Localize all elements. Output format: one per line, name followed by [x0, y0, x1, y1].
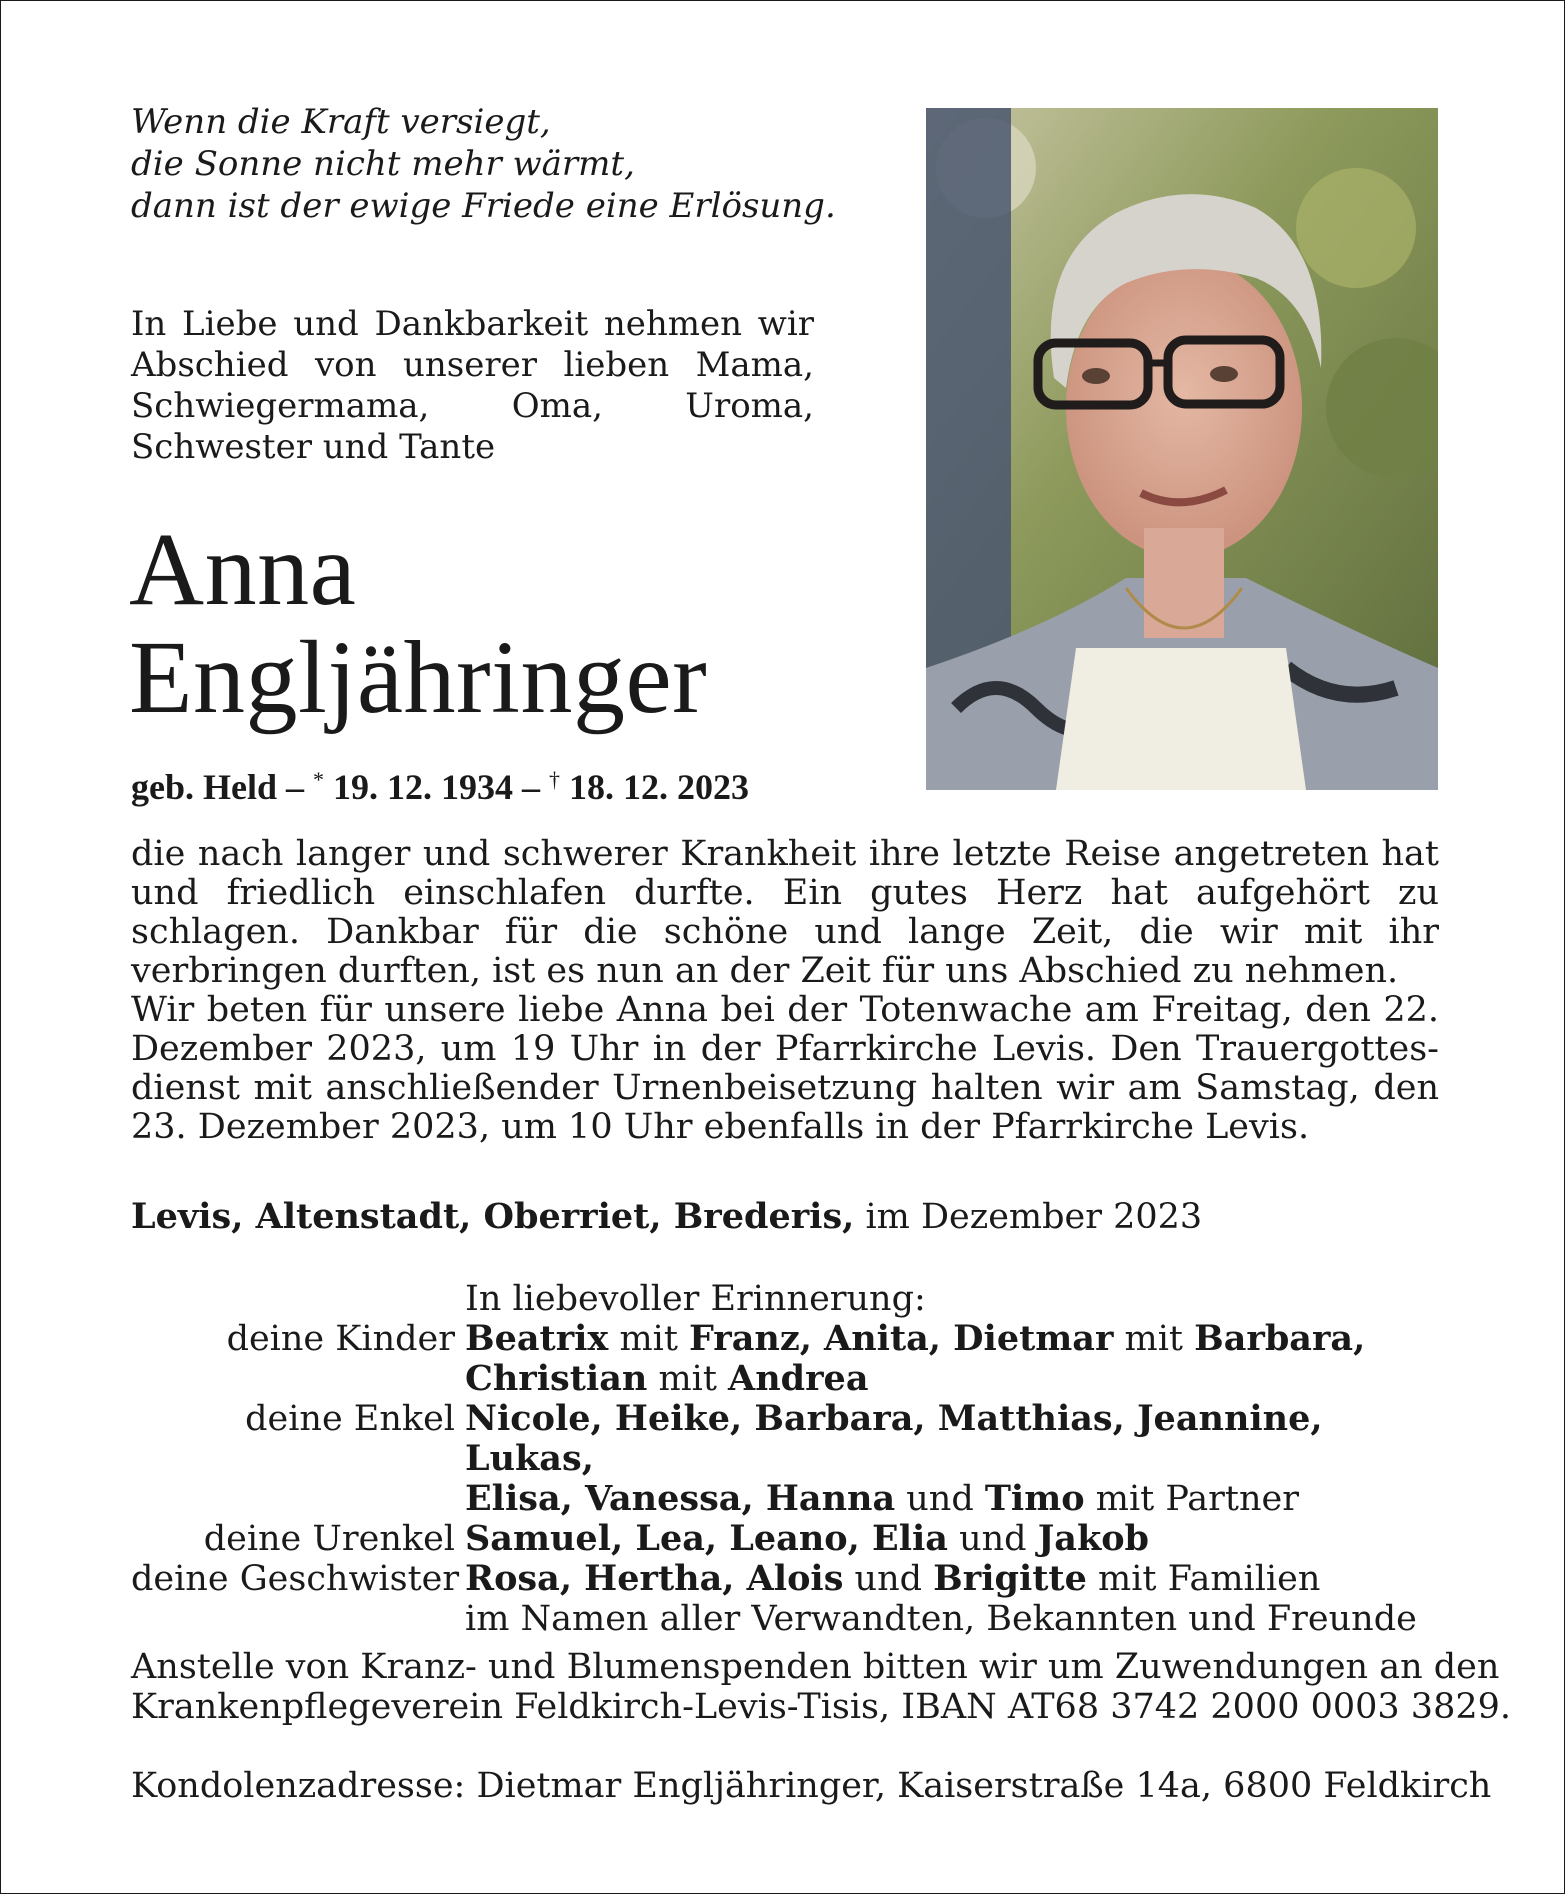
family-closing-row: [131, 1599, 1441, 1639]
last-name: Engljähringer: [129, 620, 708, 735]
deceased-name: [129, 512, 708, 735]
towns: Levis, Altenstadt, Oberriet, Brederis,: [131, 1196, 855, 1237]
separator: –: [277, 767, 314, 807]
siblings-label: deine Geschwister: [131, 1559, 460, 1599]
name: Brigitte: [933, 1558, 1087, 1599]
date: im Dezember 2023: [854, 1197, 1203, 1237]
place-date-line: [131, 1197, 1202, 1237]
connector: mit Partner: [1084, 1479, 1299, 1519]
birth-date: 19. 12. 1934: [324, 767, 514, 807]
intro-text: In Liebe und Dankbarkeit nehmen wir Abschied von unserer lieben Mama, Schwiegermama, Oma, Uroma, Schwester und Tante: [131, 304, 814, 467]
died-mark: †: [549, 767, 561, 792]
born-mark: *: [313, 767, 325, 792]
grandchildren-label: deine Enkel: [245, 1399, 455, 1439]
connector: mit: [608, 1319, 690, 1359]
name: Rosa, Hertha, Alois: [465, 1558, 844, 1599]
name: Beatrix: [465, 1318, 609, 1359]
connector: und: [843, 1559, 934, 1599]
poem: [131, 101, 836, 227]
connector: mit Familien: [1086, 1559, 1321, 1599]
body-paragraph: Wir beten für unsere liebe Anna bei der Totenwache am Freitag, den 22. Dezember 2023, um 19 Uhr in der Pfarrkirche Levis. Den Trauergottesdienst mit anschließender Urnenbeisetzung halten wir am Samstag, den 23. Dezember 2023, um 10 Uhr ebenfalls in der Pfarrkirche Levis.: [131, 990, 1439, 1147]
body-text: [131, 835, 1439, 1147]
condolence-address: Kondolenzadresse: Dietmar Engljähringer, Kaiserstraße 14a, 6800 Feldkirch: [131, 1766, 1492, 1806]
family-heading-row: [131, 1279, 1441, 1319]
family-row-siblings: [131, 1559, 1441, 1599]
family-closing: im Namen aller Verwandten, Bekannten und Freunde: [465, 1599, 1417, 1639]
name: Christian: [465, 1358, 648, 1399]
poem-line: Wenn die Kraft versiegt,: [131, 102, 551, 142]
family-row-children: [131, 1319, 1441, 1399]
name: Timo: [984, 1478, 1085, 1519]
children-label: deine Kinder: [226, 1319, 455, 1359]
name: Samuel, Lea, Leano, Elia: [465, 1518, 948, 1559]
connector: und: [947, 1519, 1038, 1559]
family-row-great-grandchildren: [131, 1519, 1441, 1559]
connector: mit: [647, 1359, 729, 1399]
poem-line: die Sonne nicht mehr wärmt,: [131, 144, 635, 184]
donation-line: Krankenpflegeverein Feldkirch-Levis-Tisis, IBAN AT68 3742 2000 0003 3829.: [131, 1687, 1512, 1727]
name: Jakob: [1037, 1518, 1150, 1559]
great-grandchildren-label: deine Urenkel: [203, 1519, 455, 1559]
name: Franz, Anita, Dietmar: [689, 1318, 1114, 1359]
family-heading: In liebevoller Erinnerung:: [465, 1279, 926, 1319]
separator: –: [513, 767, 550, 807]
name: Nicole, Heike, Barbara, Matthias, Jeannine, Lukas,: [465, 1398, 1323, 1479]
donation-line: Anstelle von Kranz- und Blumenspenden bitten wir um Zuwendungen an den: [131, 1647, 1500, 1687]
death-date: 18. 12. 2023: [560, 767, 750, 807]
connector: und: [895, 1479, 985, 1519]
first-name: Anna: [129, 512, 357, 627]
donation-request: [131, 1647, 1512, 1727]
portrait-illustration: [926, 108, 1438, 790]
family-row-grandchildren: [131, 1399, 1441, 1519]
name: Barbara,: [1194, 1318, 1366, 1359]
life-dates: [131, 758, 749, 809]
maiden-name: geb. Held: [131, 767, 278, 807]
family-list: [131, 1279, 1441, 1639]
body-paragraph: die nach langer und schwerer Krankheit ihre letzte Reise angetreten hat und friedlich einschlafen durfte. Ein gutes Herz hat aufgehört zu schlagen. Dankbar für die schöne und lange Zeit, die wir mit ihr verbringen durften, ist es nun an der Zeit für uns Abschied zu nehmen.: [131, 834, 1439, 991]
name: Andrea: [728, 1358, 869, 1399]
name: Elisa, Vanessa, Hanna: [465, 1478, 896, 1519]
poem-line: dann ist der ewige Friede eine Erlösung.: [131, 186, 836, 226]
connector: mit: [1113, 1319, 1195, 1359]
portrait-photo: [926, 108, 1438, 790]
